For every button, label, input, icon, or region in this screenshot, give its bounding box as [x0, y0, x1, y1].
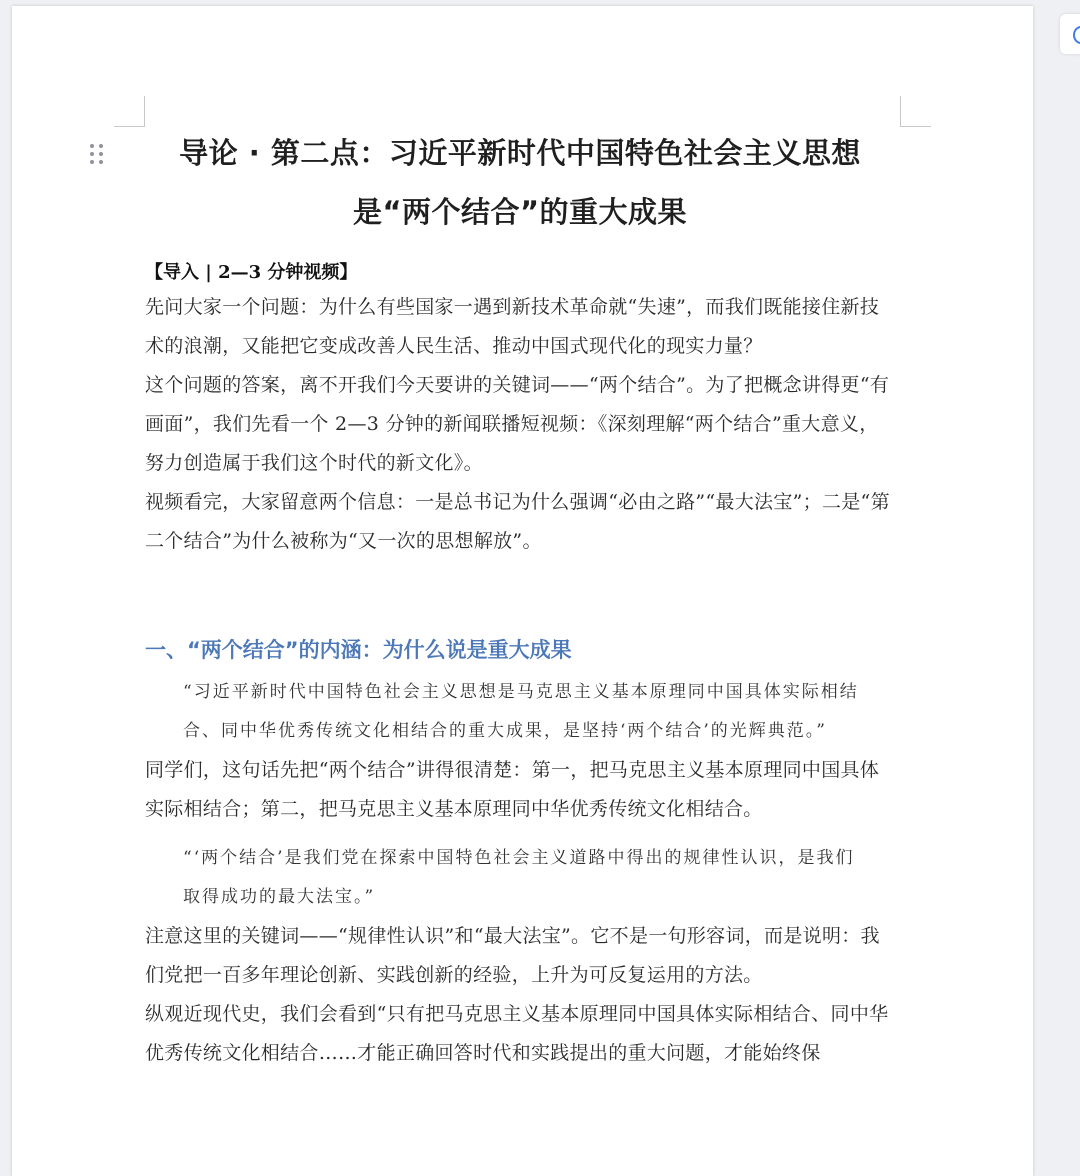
document-title[interactable]: 导论 · 第二点：习近平新时代中国特色社会主义思想是“两个结合”的重大成果	[179, 136, 861, 229]
paragraph-3[interactable]: 视频看完，大家留意两个信息：一是总书记为什么强调“必由之路”“最大法宝”；二是“第二个结合”为什么被称为“又一次的思想解放”。	[145, 491, 890, 552]
drag-dot	[99, 160, 103, 164]
margin-corner-top-left	[114, 96, 145, 127]
document-body[interactable]	[145, 124, 895, 1073]
paragraph-4[interactable]: 同学们，这句话先把“两个结合”讲得很清楚：第一，把马克思主义基本原理同中国具体实际相结合；第二，把马克思主义基本原理同中华优秀传统文化相结合。	[145, 759, 880, 820]
section-heading[interactable]: 一、“两个结合”的内涵：为什么说是重大成果	[145, 638, 572, 662]
drag-dot	[99, 144, 103, 148]
drag-dot	[90, 160, 94, 164]
paragraph-1[interactable]: 先问大家一个问题：为什么有些国家一遇到新技术革命就“失速”，而我们既能接住新技术的浪潮，又能把它变成改善人民生活、推动中国式现代化的现实力量？	[145, 296, 880, 357]
side-panel-tab[interactable]	[1060, 14, 1080, 54]
drag-dot	[90, 144, 94, 148]
margin-corner-top-right	[900, 96, 931, 127]
paragraph-2[interactable]: 这个问题的答案，离不开我们今天要讲的关键词——“两个结合”。为了把概念讲得更“有画面”，我们先看一个 2—3 分钟的新闻联播短视频：《深刻理解“两个结合”重大意义，努力创造属于我们这个时代的新文化》。	[145, 374, 890, 474]
drag-dot	[90, 152, 94, 156]
quote-2[interactable]: “‘两个结合’是我们党在探索中国特色社会主义道路中得出的规律性认识，是我们取得成功的最大法宝。”	[183, 848, 855, 907]
quote-1[interactable]: “习近平新时代中国特色社会主义思想是马克思主义基本原理同中国具体实际相结合、同中华优秀传统文化相结合的重大成果，是坚持‘两个结合’的光辉典范。”	[183, 682, 859, 741]
drag-handle-icon[interactable]	[90, 144, 104, 166]
paragraph-6[interactable]: 纵观近现代史，我们会看到“只有把马克思主义基本原理同中国具体实际相结合、同中华优秀传统文化相结合……才能正确回答时代和实践提出的重大问题，才能始终保	[145, 1003, 889, 1064]
document-page	[12, 6, 1033, 1176]
drag-dot	[99, 152, 103, 156]
side-panel-icon	[1073, 26, 1080, 44]
intro-label[interactable]: 【导入 | 2—3 分钟视频】	[145, 262, 358, 283]
paragraph-5[interactable]: 注意这里的关键词——“规律性认识”和“最大法宝”。它不是一句形容词，而是说明：我们党把一百多年理论创新、实践创新的经验，上升为可反复运用的方法。	[145, 925, 880, 986]
